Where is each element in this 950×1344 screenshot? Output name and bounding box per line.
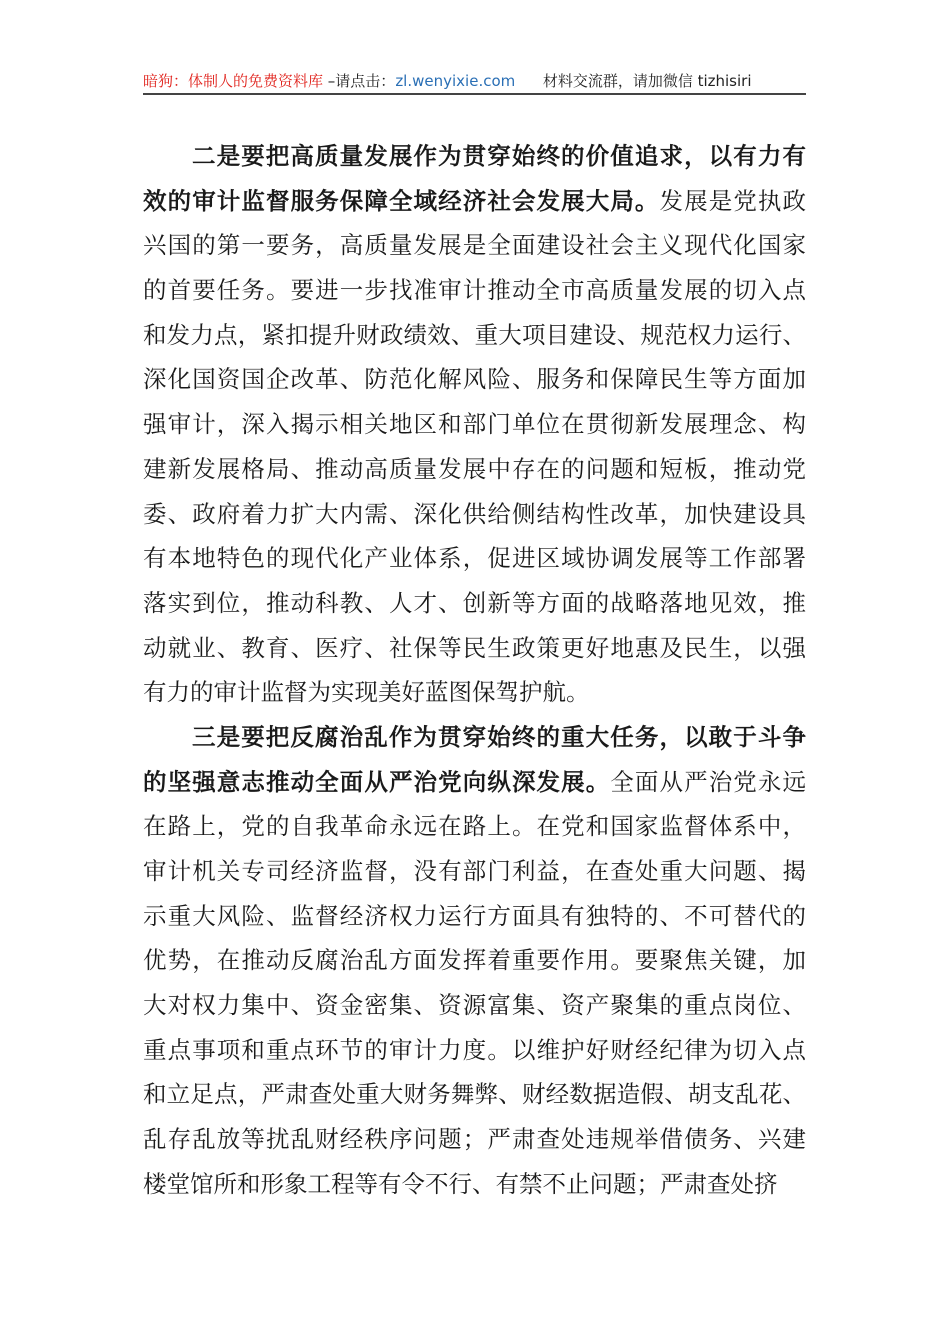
body-text: 动就业、教育、医疗、社保等民生政策更好地惠及民生，以强	[143, 633, 806, 662]
text-line	[143, 1162, 806, 1207]
body-text: 示重大风险、监督经济权力运行方面具有独特的、不可替代的	[143, 901, 806, 930]
body-text: 的首要任务。要进一步找准审计推动全市高质量发展的切入点	[143, 276, 806, 305]
body-text: 楼堂馆所和形象工程等有令不行、有禁不止问题；严肃查处挤	[143, 1169, 778, 1198]
text-line	[143, 938, 806, 983]
body-text: 乱存乱放等扰乱财经秩序问题；严肃查处违规举借债务、兴建	[143, 1125, 806, 1154]
text-line	[143, 268, 806, 313]
page-header	[143, 70, 806, 94]
text-line	[143, 894, 806, 939]
text-line	[143, 536, 806, 581]
body-text: 优势，在推动反腐治乱方面发挥着重要作用。要聚焦关键，加	[143, 946, 806, 975]
text-line	[143, 849, 806, 894]
header-prompt: –请点击：	[327, 72, 396, 90]
text-line	[143, 581, 806, 626]
paragraph	[143, 134, 806, 715]
body-text: 重点事项和重点环节的审计力度。以维护好财经纪律为切入点	[143, 1035, 806, 1064]
body-text: 委、政府着力扩大内需、深化供给侧结构性改革，加快建设具	[143, 499, 806, 528]
text-line	[143, 357, 806, 402]
body-text: 在路上，党的自我革命永远在路上。在党和国家监督体系中，	[143, 812, 806, 841]
body-text: 和立足点，严肃查处重大财务舞弊、财经数据造假、胡支乱花、	[143, 1080, 806, 1109]
bold-heading-text: 三是要把反腐治乱作为贯穿始终的重大任务，以敢于斗争	[192, 722, 806, 751]
text-line	[143, 626, 806, 671]
text-line	[143, 715, 806, 760]
text-line	[143, 134, 806, 179]
body-text: 全面从严治党永远	[610, 767, 807, 796]
text-line	[143, 492, 806, 537]
bold-heading-text: 效的审计监督服务保障全域经济社会发展大局。	[143, 186, 660, 215]
bold-heading-text: 二是要把高质量发展作为贯穿始终的价值追求，以有力有	[192, 142, 806, 170]
text-line	[143, 447, 806, 492]
text-line	[143, 983, 806, 1028]
body-text: 和发力点，紧扣提升财政绩效、重大项目建设、规范权力运行、	[143, 320, 806, 349]
text-line	[143, 1072, 806, 1117]
text-line	[143, 313, 806, 358]
body-text: 发展是党执政	[659, 186, 807, 215]
text-line	[143, 804, 806, 849]
body-text: 兴国的第一要务，高质量发展是全面建设社会主义现代化国家	[143, 231, 806, 260]
body-text: 建新发展格局、推动高质量发展中存在的问题和短板，推动党	[143, 454, 806, 483]
header-url-link[interactable]: zl.wenyixie.com	[395, 72, 516, 90]
text-line	[143, 179, 806, 224]
body-text: 有力的审计监督为实现美好蓝图保驾护航。	[143, 678, 590, 707]
body-text: 大对权力集中、资金密集、资源富集、资产聚集的重点岗位、	[143, 991, 806, 1020]
header-contact: 材料交流群，请加微信 tizhisiri	[542, 72, 752, 90]
header-divider	[143, 93, 806, 95]
body-text: 强审计，深入揭示相关地区和部门单位在贯彻新发展理念、构	[143, 410, 806, 439]
text-line	[143, 402, 806, 447]
body-text: 落实到位，推动科教、人才、创新等方面的战略落地见效，推	[143, 588, 806, 617]
text-line	[143, 1028, 806, 1073]
text-line	[143, 1117, 806, 1162]
body-text: 审计机关专司经济监督，没有部门利益，在查处重大问题、揭	[143, 857, 806, 885]
document-body	[143, 134, 806, 1207]
header-brand: 暗狗：体制人的免费资料库	[143, 72, 324, 90]
bold-heading-text: 的坚强意志推动全面从严治党向纵深发展。	[143, 767, 611, 796]
paragraph	[143, 715, 806, 1207]
body-text: 深化国资国企改革、防范化解风险、服务和保障民生等方面加	[143, 365, 806, 394]
text-line	[143, 670, 806, 715]
text-line	[143, 223, 806, 268]
body-text: 有本地特色的现代化产业体系，促进区域协调发展等工作部署	[143, 544, 806, 573]
text-line	[143, 760, 806, 805]
